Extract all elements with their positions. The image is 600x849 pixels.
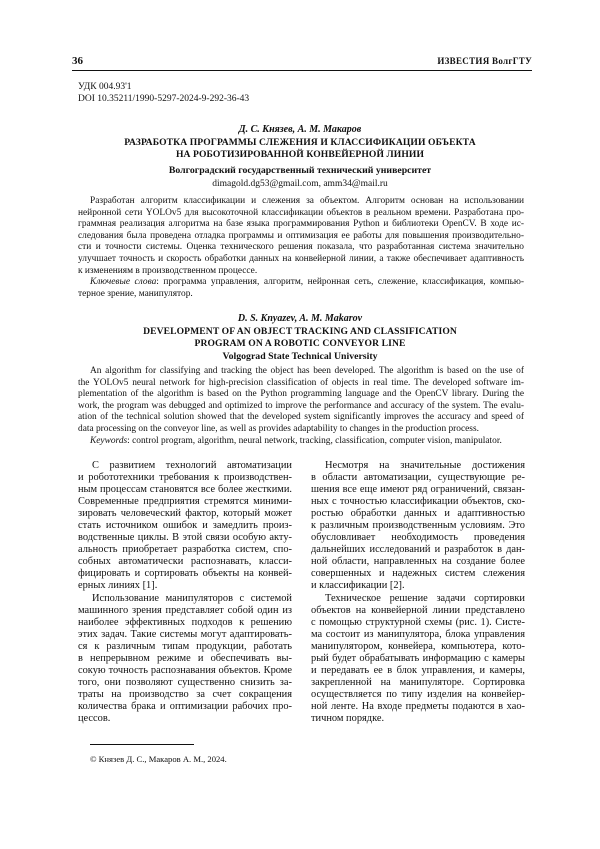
body-line: к различным производственным условиям. Это: [311, 520, 525, 532]
body-line: того, они позволяют существенно снизить за-: [78, 676, 292, 688]
abstract-ru-line: к изменениям в производственном процессе.: [78, 265, 258, 276]
university-en: Volgograd State Technical University: [222, 351, 378, 362]
body-line: и передавать ее в блок управления, и камеры,: [311, 664, 525, 676]
keywords-ru-label: Ключевые слова: [90, 277, 157, 288]
abstract-ru-line: Разработан алгоритм классификации и слежения за объектом. Алгоритм основан на использовании: [90, 196, 524, 206]
keywords-en-text: : control program, algorithm, neural network, tracking, classification, computer vision, manipulator.: [127, 435, 502, 446]
university-ru: Волгоградский государственный технический университет: [168, 165, 432, 176]
doi: DOI 10.35211/1990-5297-2024-9-292-36-43: [78, 94, 250, 104]
abstract-ru-line: нейронной сети YOLOv5 для высокоточной классификации объектов в реальном времени. Разработана про-: [78, 207, 524, 218]
body-line: ерных линиях [1].: [78, 580, 158, 592]
body-line: альность приобретает разработка систем, спо-: [78, 544, 292, 556]
title-en: [80, 326, 520, 349]
body-line: Техническое решение задачи сортировки: [325, 592, 525, 604]
body-line: ма состоит из манипулятора, блока управления: [311, 628, 525, 640]
abstract-en: [78, 366, 524, 447]
title-en-line: DEVELOPMENT OF AN OBJECT TRACKING AND CLASSIFICATION: [143, 326, 457, 337]
body-line: машинного зрения представляет собой один из: [78, 604, 292, 616]
body-line: количества брака и оптимизации рабочих про-: [78, 700, 292, 712]
title-ru-line: РАЗРАБОТКА ПРОГРАММЫ СЛЕЖЕНИЯ И КЛАССИФИКАЦИИ ОБЪЕКТА: [124, 137, 476, 148]
body-line: стать источником ошибок и замедлить произ-: [78, 520, 292, 532]
body-line: наиболее эффективных подходов к решению: [78, 616, 292, 628]
body-line: С развитием технологий автоматизации: [92, 460, 292, 471]
body-line: ных с точностью классификации объектов, ско-: [311, 496, 525, 508]
body-line: обусловливает необходимость проведения: [311, 532, 525, 544]
body-line: объектов на конвейерной линии представлено: [311, 604, 525, 616]
keywords-en-label: Keywords: [90, 435, 128, 446]
footnote-rule: [90, 744, 194, 745]
body-line: ся к различным типам продукции, работать: [78, 640, 292, 652]
body-line: и классификации [2].: [311, 580, 405, 592]
abstract-ru-line: улучшает точность и скорость обработки данных на конвейерной линии, а также обеспечивает адаптивность: [78, 253, 524, 264]
body-line: рый будет обрабатывать информацию с камеры: [311, 652, 525, 664]
body-line: с помощью структурной схемы (рис. 1). Систе-: [311, 616, 525, 628]
abstract-en-line: work, the program was debugged and optimized to improve the performance and accuracy of the system. The evalu-: [78, 400, 524, 411]
body-line: закрепленной на манипуляторе. Сортировка: [311, 676, 525, 688]
journal-name: ИЗВЕСТИЯ ВолгГТУ: [437, 56, 532, 66]
copyright-footnote: © Князев Д. С., Макаров А. М., 2024.: [90, 754, 227, 764]
body-line: водственные циклы. В этой связи особую акту-: [78, 532, 292, 544]
body-line: тичном порядке.: [311, 712, 385, 724]
page-number: 36: [72, 55, 83, 67]
body-line: сокую точность распознавания объектов. Кроме: [78, 664, 292, 676]
abstract-en-line: the YOLOv5 neural network for high-precision classification of objects in real time. The developed software im-: [78, 377, 524, 388]
body-line: и робототехники требования к производствен-: [78, 472, 292, 484]
authors-ru: Д. С. Князев, А. М. Макаров: [238, 124, 362, 135]
body-line: Несмотря на значительные достижения: [325, 460, 525, 471]
body-line: зировать человеческий фактор, который может: [78, 508, 292, 520]
abstract-en-line: data processing on the conveyor line, as well as provides adaptability to changes in the production process.: [78, 423, 479, 434]
keywords-en: [78, 436, 524, 448]
body-line: манипулятором, конвейера, компьютера, кото-: [311, 640, 525, 652]
abstract-ru-line: следования была проведена отладка программы и оптимизация ее работы для повышения производительно-: [78, 230, 524, 241]
body-line: Современные предприятия стремятся миними-: [78, 496, 292, 508]
body-line: цессов.: [78, 712, 111, 724]
authors-en: D. S. Knyazev, A. M. Makarov: [237, 313, 363, 324]
body-line: шения все еще имеют ряд ограничений, связан-: [311, 484, 525, 496]
body-line: ной ленте. На входе предметы подаются в хао-: [311, 700, 525, 712]
body-column-left: [78, 460, 292, 725]
body-line: Использование манипуляторов с системой: [92, 592, 292, 604]
header-rule: [72, 70, 532, 71]
abstract-en-line: An algorithm for classifying and tracking the object has been developed. The algorithm is based on the use of: [90, 366, 524, 376]
keywords-ru-cont: терное зрение, манипулятор.: [78, 288, 193, 299]
keywords-ru-text: : программа управления, алгоритм, нейронная сеть, слежение, классификация, компью-: [156, 277, 524, 288]
body-line: в непрерывном режиме и обеспечивать вы-: [78, 652, 292, 664]
abstract-en-line: ation of the technical solution showed that the developed system significantly improves the accuracy and speed of: [78, 412, 524, 423]
running-header: [72, 55, 532, 73]
body-line: осуществляется по типу изделия на конвейер-: [311, 688, 525, 700]
title-ru-line: НА РОБОТИЗИРОВАННОЙ КОНВЕЙЕРНОЙ ЛИНИИ: [175, 148, 425, 160]
body-line: ной области, направленных на создание более: [311, 556, 525, 568]
title-en-line: PROGRAM ON A ROBOTIC CONVEYOR LINE: [194, 337, 406, 349]
udk-code: УДК 004.93'1: [78, 82, 132, 92]
body-line: дальнейших исследований и разработок в дан-: [311, 544, 525, 556]
body-line: этих задач. Такие системы могут адаптировать-: [78, 628, 292, 640]
abstract-ru: [78, 196, 524, 300]
body-line: ростью обработки данных и адаптивностью: [311, 508, 525, 520]
body-line: ным процессам становятся все более жесткими.: [78, 484, 292, 496]
body-line: совершенных и надежных систем слежения: [311, 568, 525, 580]
keywords-ru: [78, 277, 524, 289]
body-line: фицировать и сортировать объекты на конвей-: [78, 568, 292, 580]
body-line: собных автоматически распознавать, класси-: [78, 556, 292, 568]
body-line: в области автоматизации, существующие ре-: [311, 472, 525, 484]
abstract-en-line: plementation of the algorithm is based on the Python programming language and the OpenCV library. During the: [78, 389, 524, 400]
title-ru: [80, 137, 520, 160]
abstract-ru-line: сти и точности системы. Оценка технического решения показала, что разработанная система значительно: [78, 242, 524, 253]
author-emails: dimagold.dg53@gmail.com, amm34@mail.ru: [212, 179, 388, 189]
body-column-right: [311, 460, 525, 725]
abstract-ru-line: граммная реализация алгоритма на базе языка программирования Python и библиотеки OpenCV. В ходе ис-: [78, 219, 524, 230]
body-line: траты на производство за счет сокращения: [78, 688, 292, 700]
